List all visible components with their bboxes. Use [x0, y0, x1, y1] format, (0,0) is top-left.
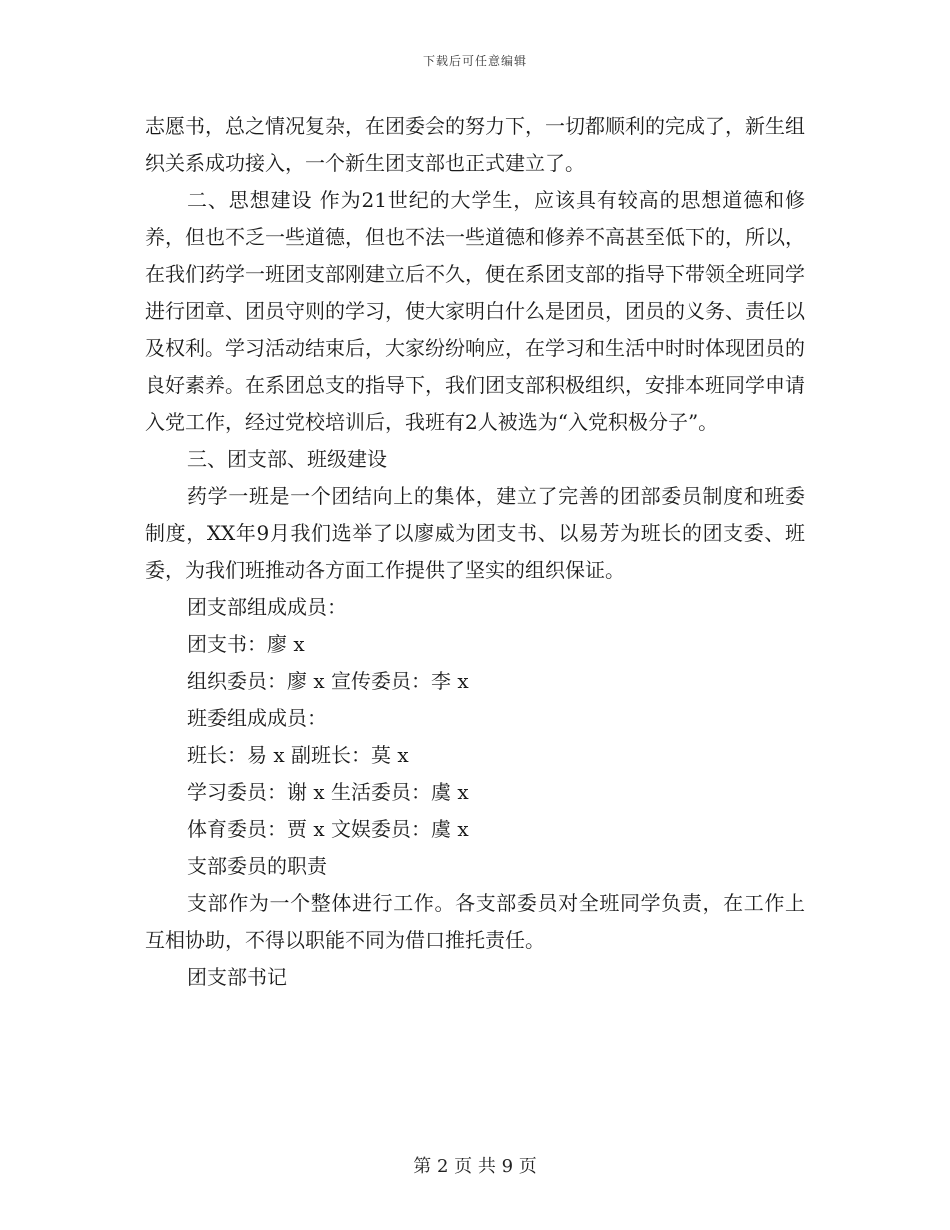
section-heading: 三、团支部、班级建设: [187, 447, 387, 471]
page-header: 下载后可任意编辑: [422, 54, 527, 68]
paragraph: 志愿书，总之情况复杂，在团委会的努力下，一切都顺利的完成了，新生组织关系成功接入，一个新生团支部也正式建立了。: [145, 114, 805, 175]
paragraph: 药学一班是一个团结向上的集体，建立了完善的团部委员制度和班委制度，XX年9月我们选举了以廖威为团支书、以易芳为班长的团支委、班委，为我们班推动各方面工作提供了坚实的组织保证。: [145, 484, 805, 582]
list-heading: 团支部组成成员：: [187, 595, 347, 619]
paragraph: 二、思想建设 作为21世纪的大学生，应该具有较高的思想道德和修养，但也不乏一些道德，但也不法一些道德和修养不高甚至低下的，所以，在我们药学一班团支部刚建立后不久，便在系团支部的指导下带领全班同学进行团章、团员守则的学习，使大家明白什么是团员，团员的义务、责任以及权利。学习活动结束后，大家纷纷响应，在学习和生活中时时体现团员的良好素养。在系团总支的指导下，我们团支部积极组织，安排本班同学申请入党工作，经过党校培训后，我班有2人被选为“入党积极分子”。: [145, 188, 805, 434]
list-item: 学习委员：谢 x 生活委员：虞 x: [187, 780, 469, 804]
list-item: 体育委员：贾 x 文娱委员：虞 x: [187, 817, 469, 841]
list-item: 组织委员：廖 x 宣传委员：李 x: [187, 669, 469, 693]
subheading: 团支部书记: [187, 965, 287, 989]
document-body: [145, 108, 805, 996]
list-heading: 班委组成成员：: [187, 706, 327, 730]
subheading: 支部委员的职责: [187, 854, 327, 878]
list-item: 班长：易 x 副班长：莫 x: [187, 743, 409, 767]
list-item: 团支书：廖 x: [187, 632, 305, 656]
page-number: 第 2 页 共 9 页: [413, 1156, 537, 1177]
paragraph: 支部作为一个整体进行工作。各支部委员对全班同学负责，在工作上互相协助，不得以职能不同为借口推托责任。: [145, 891, 805, 952]
